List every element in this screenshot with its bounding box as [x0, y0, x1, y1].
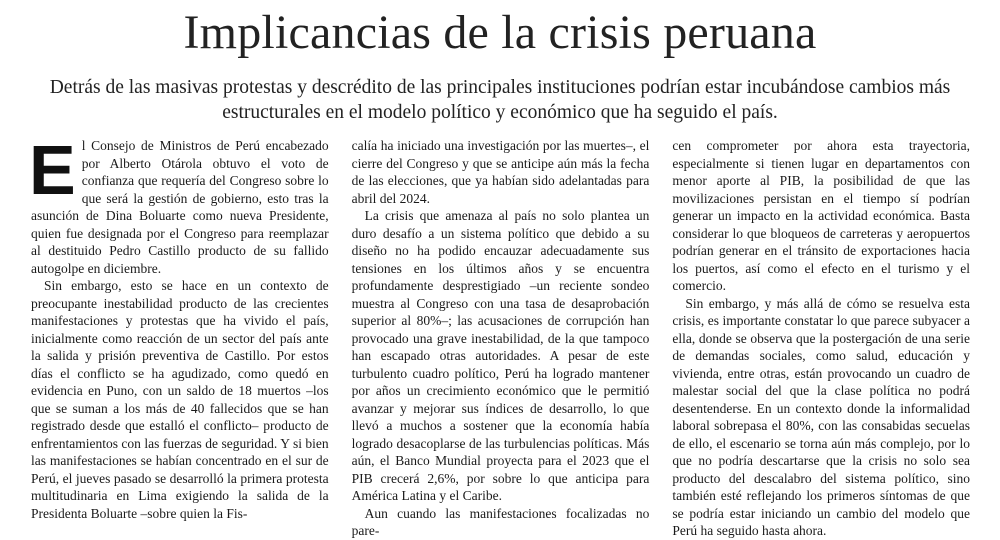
- column-2: [351, 137, 650, 538]
- paragraph: calía ha iniciado una investigación por las muertes–, el cierre del Congreso y que se anticipe aún más la fecha de las elecciones, que ya habían sido adelantadas para abril del 2024.: [351, 138, 650, 206]
- article-body: [29, 131, 971, 538]
- paragraph: Aun cuando las manifestaciones focalizadas no pare-: [351, 505, 650, 538]
- paragraph-text: l Consejo de Ministros de Perú encabezado por Alberto Otárola obtuvo el voto de confianza que requería del Congreso sobre lo que será la gestión de gobierno, esto tras la asunción de Dina Boluarte como nueva Presidente, quien fue designada por el Congreso para reemplazar al destituido Pedro Castillo producto de su fallido autogolpe en diciembre.: [31, 138, 329, 276]
- column-1: [29, 131, 329, 521]
- article-title: Implicancias de la crisis peruana: [183, 6, 817, 59]
- article-subtitle: Detrás de las masivas protestas y descrédito de las principales instituciones podrían estar incubándose cambios más estructurales en el modelo político y económico que ha seguido el país.: [49, 77, 951, 123]
- paragraph: Sin embargo, y más allá de cómo se resuelva esta crisis, es importante constatar lo que parece subyacer a ella, donde se observa que la postergación de una serie de demandas sociales, como salud, educación y vivienda, entre otras, están provocando un cuadro de malestar social del que la clase política no podrá desentenderse. En un contexto donde la informalidad laboral sobrepasa el 80%, con las consabidas secuelas de ello, el escenario se torna aún más complejo, por lo que no podría descartarse que la crisis no solo sea producto del descalabro del sistema político, sino también esté reflejando los primeros síntomas de que se podría estar iniciando un cambio del modelo que Perú ha seguido hasta ahora.: [672, 295, 971, 538]
- paragraph: La crisis que amenaza al país no solo plantea un duro desafío a un sistema político que debido a su diseño no ha podido encauzar adecuadamente sus tensiones en los últimos años y se encuentra profundamente desprestigiado –un reciente sondeo muestra al Congreso con una tasa de desaprobación superior al 80%–; las acusaciones de corrupción han provocado una grave inestabilidad, de la que tampoco han escapado otras autoridades. A pesar de este turbulento cuadro político, Perú ha logrado mantener por años un crecimiento económico que le permitió avanzar y mejorar sus índices de desarrollo, lo que llevó a muchos a sostener que la economía había logrado desacoplarse de las turbulencias políticas. Más aún, el Banco Mundial proyecta para el 2023 que el PIB crecerá 2,6%, por sobre lo que anticipa para América Latina y el Caribe.: [351, 208, 650, 503]
- paragraph: Sin embargo, esto se hace en un contexto de preocupante inestabilidad producto de las crecientes manifestaciones y protestas que ha vivido el país, inicialmente como reacción de un sector del país ante la salida y prisión preventiva de Castillo. Por estos días el conflicto se ha agudizado, como quedó en evidencia en Puno, con un saldo de 18 muertos –los que se suman a los más de 40 fallecidos que se han registrado desde que estalló el conflicto– producto de enfrentamientos con las fuerzas de seguridad. Y si bien las manifestaciones se habían concentrado en el sur de Perú, el jueves pasado se desarrolló la primera protesta multitudinaria en Lima exigiendo la salida de la Presidenta Boluarte –sobre quien la Fis-: [31, 278, 329, 521]
- column-3: [672, 137, 971, 538]
- drop-cap: E: [29, 131, 76, 209]
- paragraph: cen comprometer por ahora esta trayectoria, especialmente si tienen lugar en departamentos con menor aporte al PIB, la posibilidad de que las movilizaciones persistan en el tiempo sí podrían generar un impacto en la actividad económica. Basta considerar lo que bloqueos de carreteras y aeropuertos podrían generar en el tránsito de exportaciones hacia los puertos, así como el efecto en el turismo y el comercio.: [672, 138, 971, 293]
- paragraph: [29, 131, 329, 277]
